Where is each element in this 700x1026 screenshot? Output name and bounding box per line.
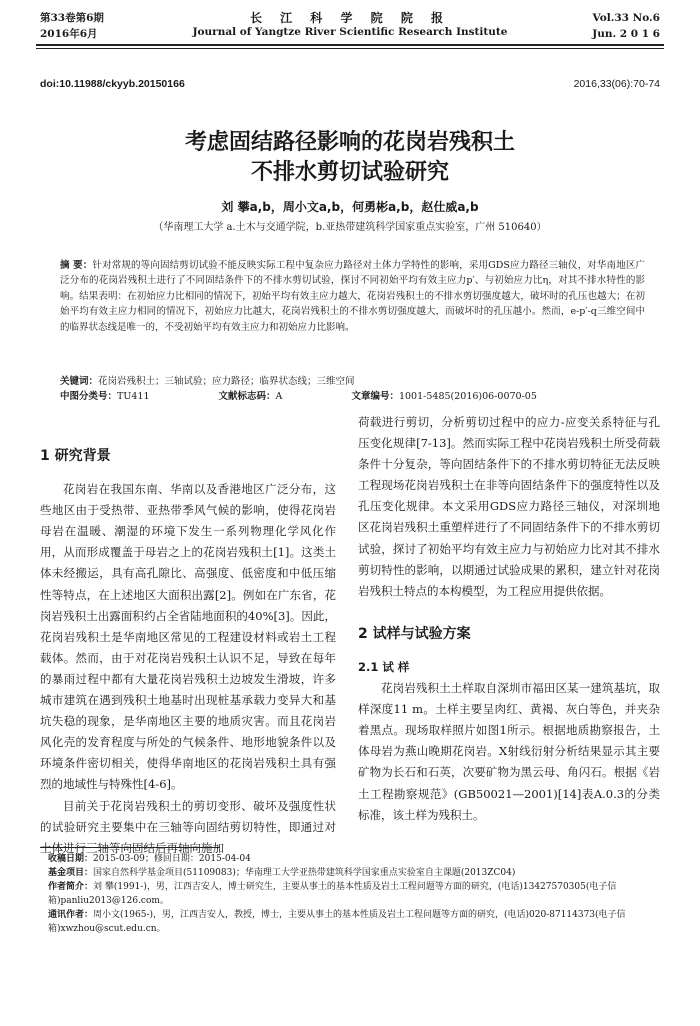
header-journal-en: Journal of Yangtze River Scientific Research Institute [192, 26, 508, 38]
article-number-label: 文章编号： [351, 391, 399, 402]
section-2-1-heading: 2.1 试 样 [358, 659, 410, 674]
abstract [60, 258, 645, 335]
section-1-paragraph-2-continued: 荷载进行剪切，分析剪切过程中的应力-应变关系特征与孔压变化规律[7-13]。然而实际工程中花岗岩残积土所受荷载条件十分复杂，等向固结条件下的不排水剪切特征无法反映工程现场花岗岩残积土在非等向固结条件下的强度特性以及孔压变化规律。本文采用GDS应力路径三轴仪，对深圳地区花岗岩残积土重塑样进行了不同固结条件下的不排水剪切试验，探讨了初始平均有效主应力与初始应力比对其不排水剪切特性的影响，以期通过试验成果的累积，建立针对花岗岩残积土特点的本构模型，为工程应用提供依据。 [358, 415, 660, 598]
issue-reference: 2016,33(06):70-74 [573, 78, 660, 90]
clc-label: 中图分类号： [60, 391, 118, 402]
section-2-heading: 2 试样与试验方案 [358, 625, 471, 642]
author-list: 刘 攀a,b，周小文a,b，何勇彬a,b，赵仕威a,b [221, 200, 479, 214]
received-label: 收稿日期： [48, 854, 94, 864]
keywords: 花岗岩残积土；三轴试验；应力路径；临界状态线；三维空间 [98, 376, 355, 387]
header-volume-cn: 第33卷第6期 [40, 12, 104, 24]
clc-number: TU411 [117, 391, 150, 402]
corresponding-author-label: 通讯作者： [48, 910, 94, 920]
header-journal-cn: 长 江 科 学 院 院 报 [249, 11, 451, 25]
received-dates: 2015-03-09；修回日期：2015-04-04 [93, 854, 251, 864]
section-1-paragraph-2: 目前关于花岗岩残积土的剪切变形、破坏及强度性状的试验研究主要集中在三轴等向固结剪切特性，即通过对土体进行三轴等向固结后再轴向施加 [40, 798, 336, 855]
footnote-rule [40, 847, 220, 848]
section-2-1-paragraph: 花岗岩残积土土样取自深圳市福田区某一建筑基坑，取样深度11 m。土样主要呈肉红、黄褐、灰白等色，并夹杂着黑点。现场取样照片如图1所示。根据地质勘察报告，土体母岩为燕山晚期花岗岩。X射线衍射分析结果显示其主要矿物为长石和石英，次要矿物为黑云母、角闪石。根据《岩土工程勘察规范》(GB50021—2001)[14]表A.0.3的分类标准，该土样为残积土。 [358, 681, 660, 822]
corresponding-author: 周小文(1965-)，男，江西吉安人，教授，博士，主要从事土的基本性质及岩土工程问题等方面的研究，(电话)020-87114373(电子信箱)xwzhou@scut.edu.cn。 [48, 910, 626, 934]
section-1-paragraph-1: 花岗岩在我国东南、华南以及香港地区广泛分布，这些地区由于受热带、亚热带季风气候的影响，使得花岗岩母岩在温暖、潮湿的环境下发生一系列物理化学风化作用，从而形成覆盖于母岩之上的花岗岩残积土[1]。这类土体未经搬运，具有高孔隙比、高强度、低密度和中低压缩性等特点，在上述地区大面积出露[2]。例如在广东省，花岗岩残积土出露面积约占全省陆地面积的40%[3]。因此，花岗岩残积土是华南地区常见的工程建设材料或岩土工程载体。然而，由于对花岗岩残积土认识不足，导致在每年的暴雨过程中都有大量花岗岩残积土边坡发生滑坡，许多城市建筑在遇到残积土地基时出现桩基承载力变异大和基坑失稳的现象，是华南地区主要的地质灾害。而且花岗岩风化壳的发育程度与所处的气候条件、地形地貌条件以及环境条件密切相关，使得华南地区的花岗岩残积土具有强烈的地域性与特殊性[4-6]。 [40, 482, 336, 792]
right-column [358, 412, 660, 826]
affiliation: （华南理工大学 a.土木与交通学院，b.亚热带建筑科学国家重点实验室，广州 510640） [153, 222, 547, 233]
footnotes [48, 852, 658, 936]
author-bio-label: 作者简介： [48, 882, 94, 892]
header-date-cn: 2016年6月 [40, 28, 98, 40]
abstract-label: 摘 要： [60, 260, 93, 271]
header-volume-en: Vol.33 No.6 [592, 12, 660, 24]
abstract-text: 针对常规的等向固结剪切试验不能反映实际工程中复杂应力路径对土体力学特性的影响，采用GDS应力路径三轴仪，对华南地区广泛分布的花岗岩残积土进行了不同固结条件下的不排水剪切试验，探讨不同初始平均有效主应力p′、与初始应力比η，对其不排水特性的影响。结果表明：在初始应力比相同的情况下，初始平均有效主应力越大，花岗岩残积土的不排水剪切强度越大，破坏时的孔压也越大；在初始平均有效主应力相同的情况下，初始应力比越大，花岗岩残积土的不排水剪切强度越大，而破坏时的孔压越小。然而，e-p′-q三维空间中的临界状态线是唯一的，不受初始平均有效主应力和初始应力比影响。 [60, 260, 645, 333]
left-column [40, 432, 336, 859]
doi: doi:10.11988/ckyyb.20150166 [40, 78, 185, 90]
header-right [592, 10, 660, 42]
header-rule-thick [36, 44, 664, 46]
funding: 国家自然科学基金项目(51109083)；华南理工大学亚热带建筑科学国家重点实验室自主课题(2013ZC04) [93, 868, 516, 878]
funding-label: 基金项目： [48, 868, 94, 878]
article-title-line-2: 不排水剪切试验研究 [250, 160, 449, 185]
header-rule-thin [36, 48, 664, 49]
article-meta [60, 374, 645, 404]
author-bio: 刘 攀(1991-)，男，江西吉安人，博士研究生，主要从事土的基本性质及岩土工程问题等方面的研究，(电话)13427570305(电子信箱)panliu2013@126.com。 [48, 882, 617, 906]
article-number: 1001-5485(2016)06-0070-05 [398, 391, 537, 402]
article-title-line-1: 考虑固结路径影响的花岗岩残积土 [184, 130, 515, 155]
keywords-label: 关键词： [60, 376, 99, 387]
header-date-en: Jun. 2 0 1 6 [592, 28, 660, 40]
document-code-label: 文献标志码： [218, 391, 276, 402]
document-code: A [275, 391, 283, 402]
section-1-heading: 1 研究背景 [40, 448, 111, 464]
